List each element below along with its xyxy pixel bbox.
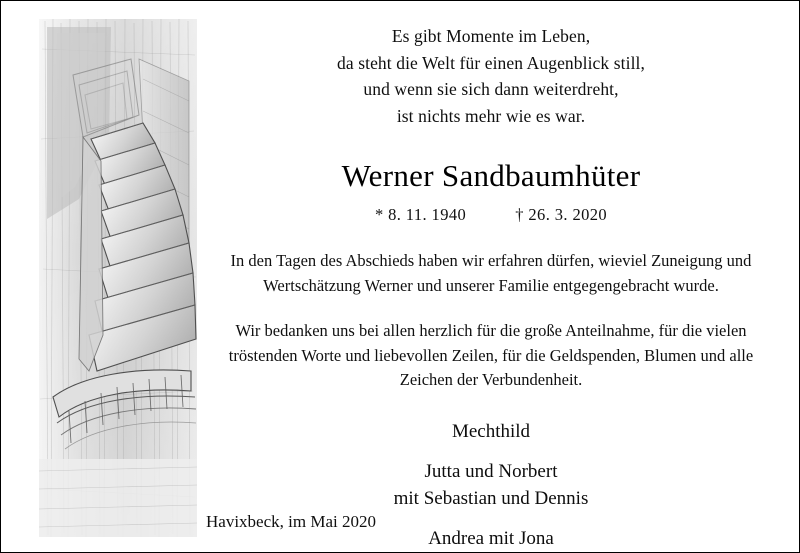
thanks-paragraph-2: Wir bedanken uns bei allen herzlich für die große Anteilnahme, für die vielen tröstenden Worte und liebevollen Zeilen, für die Geldspenden, Blumen und alle Zeichen der Verbundenheit.: [228, 320, 754, 390]
verse-line-2: da steht die Welt für einen Augenblick still,: [337, 52, 645, 73]
life-dates: [201, 205, 781, 225]
birth-date: * 8. 11. 1940: [374, 205, 467, 225]
family-signatures: [201, 419, 781, 552]
family-member-1: Mechthild: [451, 421, 531, 443]
place-and-date: Havixbeck, im Mai 2020: [206, 512, 376, 531]
family-member-2: [201, 459, 781, 511]
verse-line-4: ist nichts mehr wie es war.: [396, 105, 586, 126]
family-member-3: Andrea mit Jona: [428, 527, 554, 549]
verse-block: [201, 23, 781, 129]
deceased-name: Werner Sandbaumhüter: [341, 158, 641, 194]
verse-line-3: und wenn sie sich dann weiterdreht,: [363, 79, 619, 100]
thanks-paragraph-1: In den Tagen des Abschieds haben wir erfahren dürfen, wieviel Zuneigung und Wertschätzung Werner und unserer Familie entgegengebracht wurde.: [230, 251, 752, 296]
obituary-content: [201, 15, 781, 549]
illustration-stairway: [39, 19, 197, 537]
verse-line-1: Es gibt Momente im Leben,: [391, 26, 591, 46]
death-date: † 26. 3. 2020: [515, 205, 608, 225]
stairway-icon: [39, 19, 197, 537]
family-member-2-line1: Jutta und Norbert: [424, 461, 558, 483]
family-member-2-line2: mit Sebastian und Dennis: [393, 487, 589, 509]
